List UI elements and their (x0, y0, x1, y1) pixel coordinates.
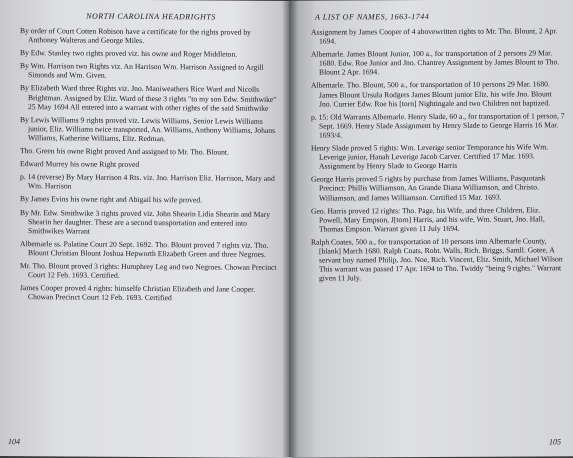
left-entry: By Edw. Stanley two rights proved viz. his owne and Roger Middleton. (20, 48, 238, 59)
right-entry: George Harris proved 5 rights by purchase from James Williams, Pasquotank Precinct: Phillis Williamson, An Grande Diana Williamson, and Christo. Williamson, and James Williamson. Certified 15 Mar. 1693. (311, 173, 546, 203)
left-entry: By Elizabeth Ward three Rights viz. Jno. Maniweathers Rice Ward and Nicolls Brightman. Assigned by Eliz. Ward of these 3 rights "to my son Edw. Smithwike" 25 May 1694 All entered into a warrant with other rights of the said Smithwike (20, 83, 277, 113)
left-entry: James Cooper proved 4 rights: himselfe Christian Elizabeth and Jane Cooper. Chowan Precinct Court 12 Feb. 1693. Certified (20, 283, 256, 303)
left-entry: Albemarle ss. Palatine Court 20 Sept. 1692. Tho. Blount proved 7 rights viz. Tho. Blount Christian Blount Joshua Hepworth Elizabeth Green and three Negroes. (20, 238, 269, 259)
left-entry: Mr. Tho. Blount proved 3 rights: Humphrey Leg and two Negroes. Chowan Precinct Court 12 Feb. 1693. Certified. (20, 261, 277, 280)
left-entry: By James Evins his owne right and Abigail his wife proved. (20, 194, 203, 205)
right-entry: Henry Slade proved 5 rights: Wm. Leverige senior Temporance his Wife Wm. Leverige junior, Hanah Leverige Jacob Carver. Certified 17 Mar. 1693. Assignment by Henry Slade to George Harris (311, 142, 549, 171)
right-page-number: 105 (549, 437, 561, 447)
right-entry: Ralph Coates, 500 a., for transportation of 10 persons into Albemarle County, [blank] March 1680. Ralph Coats, Robt. Walls, Rich. Briggs, Samll. Gotee, A servant boy named Philip, Jno. Noe, Rich. Vincent, Eliz. Smith, Michael Wilson This warrant was passed 17 Apr. 1694 to Tho. Twiddy "being 9 rights." Warrant given 11 July. (311, 236, 563, 283)
left-entry: By order of Court Cotten Robison have a certificate for the rights proved by Anthoney Walteras and George Miles. (20, 26, 251, 46)
left-entry: By Wm. Harrison two Rights viz. An Harrison Wm. Harrison Assigned to Argill Simonds and Wm. Given. (20, 61, 264, 81)
right-entries (311, 26, 565, 283)
right-page (289, 0, 573, 458)
left-entry: By Lewis Williams 9 rights proved viz. Lewis Williams, Senior Lewis Williams junior, Eliz. Williams twice transported, An. Williams, Anthony Williams, Johans Williams, Katherine Williams, Eliz. Redman. (20, 114, 276, 144)
right-entry: Geo. Harris proved 12 rights: Tho. Page, his Wife, and three Children, Eliz. Powell, Mary Empson, J[torn] Harris, and his wife, Wm. Stuart, Jno. Hall, Thomas Empson. Warrant given 11 July 1694. (311, 205, 545, 234)
left-page-number: 104 (8, 437, 20, 447)
left-entry: p. 14 (reverse) By Mary Harrison 4 Rts. viz. Jno. Harrison Eliz. Harrison, Mary and Wm. Harrison (20, 172, 275, 191)
left-entry: Tho. Green his owne Right proved And assigned to Mr. Tho. Blount. (20, 146, 229, 157)
left-entries (20, 26, 282, 303)
right-running-head: A LIST OF NAMES, 1663-1744 (315, 12, 430, 22)
left-entry: By Mr. Edw. Smithwike 3 rights proved viz. John Shearin Lidia Shearin and Mary Shearin her daughter. These are a second transportation and entered into Smithwikes Warrant (20, 207, 271, 236)
right-entry: Albemarle. Tho. Blount, 500 a., for transportation of 10 persons 29 Mar. 1680. James Blount Ursula Rodgers James Blount junior Eliz. his wife Jno. Blount Jno. Currier Edw. Roe his [torn] Nightingale and two Children not baptized. (311, 79, 552, 109)
left-running-head: NORTH CAROLINA HEADRIGHTS (86, 11, 216, 22)
right-entry: p. 15: Old Warrants Albemarle. Henry Slade, 60 a., for transportation of 1 person, 7 Sept. 1669. Henry Slade Assignment by Henry Slade to George Harris 16 Mar. 1693/4. (311, 111, 565, 140)
book-gutter (282, 0, 298, 457)
right-entry: Albemarle. James Blount Junior, 100 a., for transportation of 2 persons 29 Mar. 1680. Edw. Roe Junior and Jno. Chantrey Assignment by James Blount to Tho. Blount 2 Apr. 1694. (311, 48, 560, 77)
left-entry: Edward Murrey his owne Right proved (20, 159, 140, 170)
right-entry: Assignment by James Cooper of 4 abovewritten rights to Mr. Tho. Blount, 2 Apr. 1694. (311, 26, 558, 46)
